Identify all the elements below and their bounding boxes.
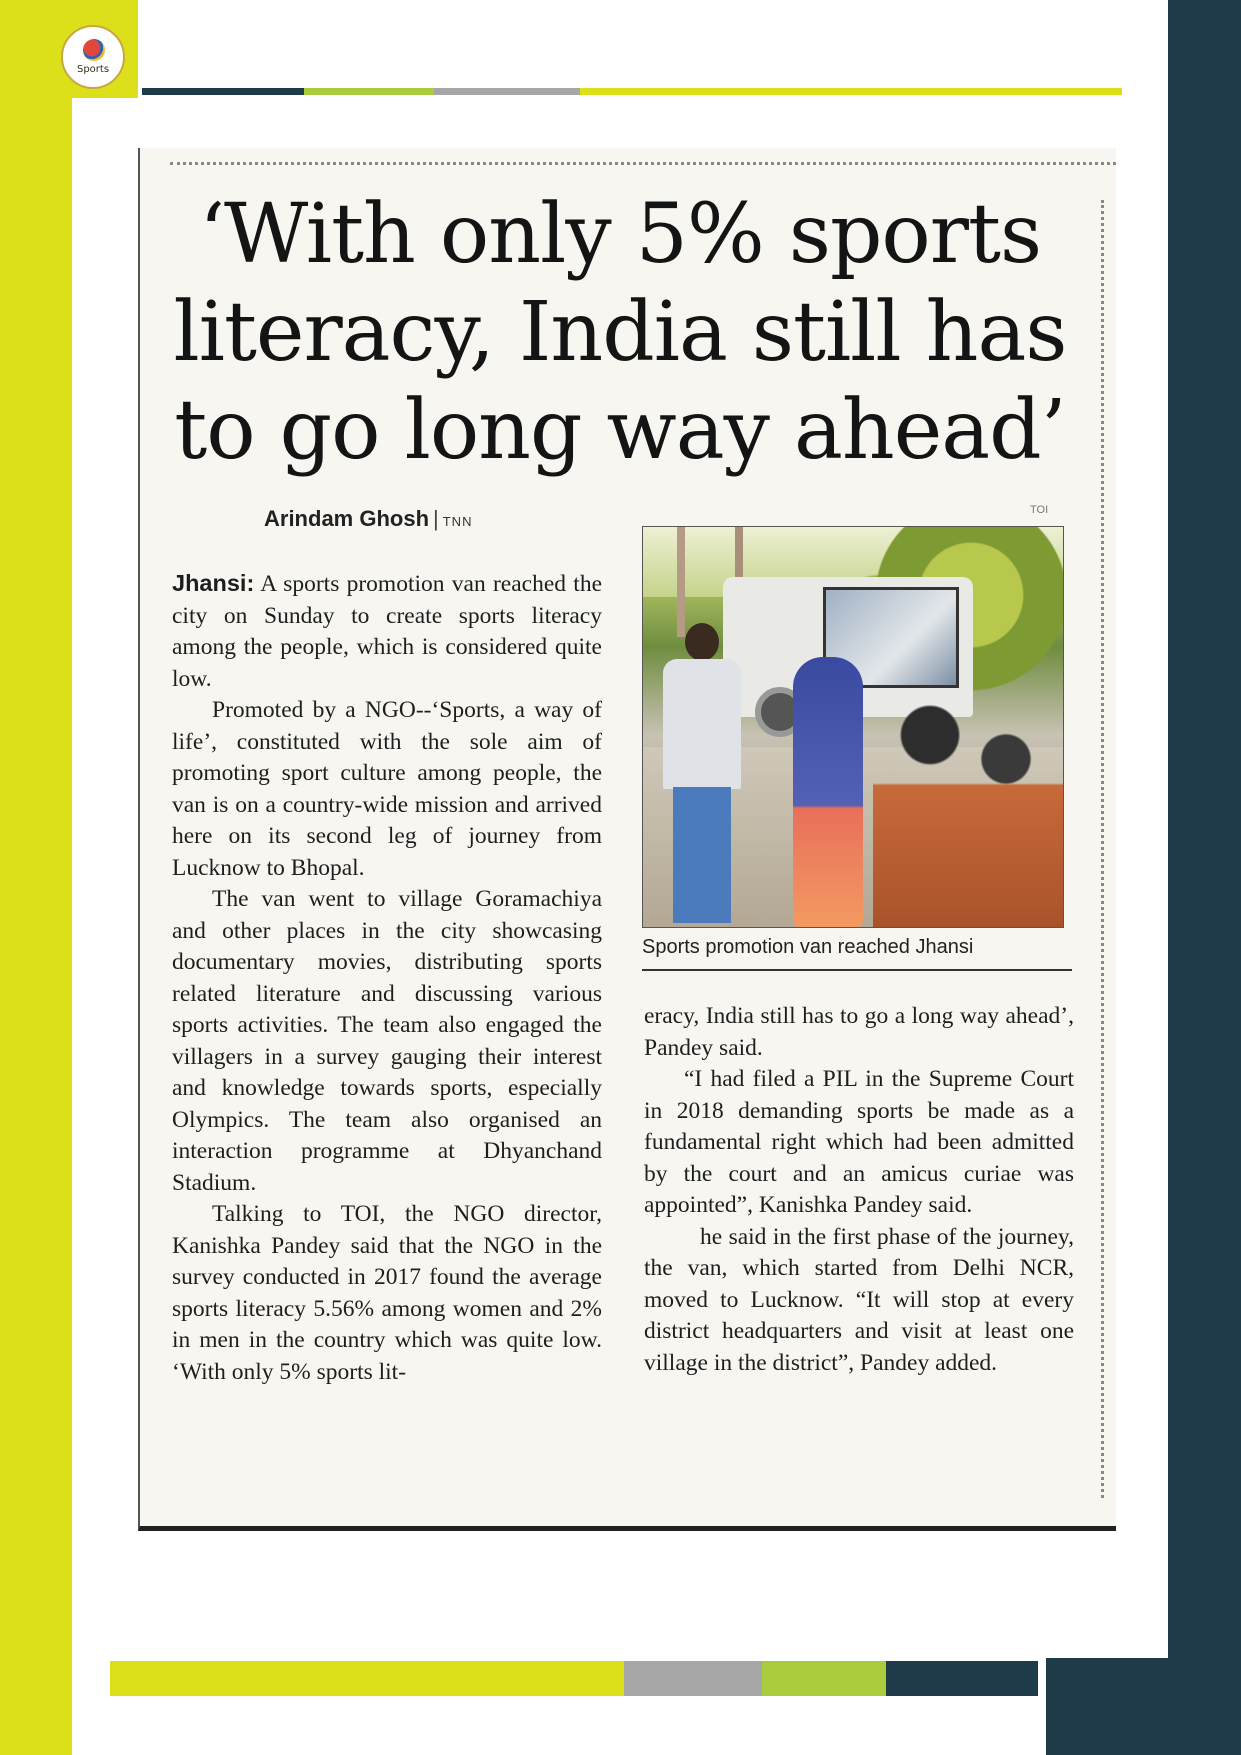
clipping-dotted-border-top — [170, 162, 1116, 165]
top-stripe-green — [304, 88, 434, 95]
article-photo — [642, 526, 1064, 928]
man-jeans — [673, 787, 731, 923]
dateline: Jhansi: — [172, 570, 255, 596]
article-paragraph: eracy, India still has to go a long way ahead’, Pandey said. — [644, 1003, 1074, 1061]
news-agency: TNN — [442, 514, 473, 529]
article-column-right — [644, 1001, 1074, 1379]
headline-line: to go long way ahead’ — [174, 383, 1066, 478]
article-paragraph — [172, 568, 602, 695]
clipping-dotted-border-right — [1101, 200, 1104, 1498]
bottom-stripe-lime — [110, 1661, 624, 1696]
article-column-left — [172, 568, 602, 1388]
standing-woman — [793, 657, 863, 927]
logo-text: Sports — [76, 64, 110, 75]
article-paragraph: “I had filed a PIL in the Supreme Court in 2018 demanding sports be made as a fundamental right which had been admitted by the court and an amicus curiae was appointed”, Kanishka Pandey said. — [644, 1066, 1074, 1218]
article-paragraph: he said in the first phase of the journey, the van, which started from Delhi NCR, moved to Lucknow. “It will stop at every district headquarters and visit at least one village in the district”, Pandey added. — [644, 1223, 1074, 1376]
right-footer-block — [1046, 1658, 1168, 1755]
byline — [264, 506, 472, 532]
article-paragraph: Promoted by a NGO--‘Sports, a way of life’, constituted with the sole aim of promoting sport culture among people, the van is on a country-wide mission and arrived here on its second leg of journey from Lucknow to Bhopal. — [172, 697, 602, 881]
newspaper-clipping — [138, 148, 1116, 1531]
sports-logo — [61, 25, 125, 89]
photo-credit: TOI — [1030, 504, 1049, 516]
headline-line: literacy, India still has — [173, 285, 1067, 380]
paragraph-text: A sports promotion van reached the city on Sunday to create sports literacy among the people, which is considered quite low. — [172, 571, 602, 692]
article-paragraph: The van went to village Goramachiya and other places in the city showcasing documentary movies, distributing sports related literature and discussing various sports activities. The team also engaged the villagers in a survey gauging their interest and knowledge towards sports, especially Olympics. The team also organised an interaction programme at Dhyanchand Stadium. — [172, 886, 602, 1196]
article-paragraph: Talking to TOI, the NGO director, Kanishka Pandey said that the NGO in the survey conducted in 2017 found the average sports literacy 5.56% among women and 2% in men in the country which was quite low. ‘With only 5% sports lit- — [172, 1201, 602, 1385]
author-name: Arindam Ghosh — [264, 506, 430, 531]
top-stripe-navy — [142, 88, 304, 95]
man-head — [685, 623, 719, 661]
photo-pole — [677, 527, 685, 637]
athlete-icon — [83, 39, 105, 61]
photo-caption: Sports promotion van reached Jhansi — [642, 936, 1072, 971]
bottom-stripe-grey — [624, 1661, 762, 1696]
left-color-band — [0, 0, 72, 1755]
bottom-stripe-navy — [886, 1661, 1038, 1696]
byline-separator: | — [433, 506, 439, 531]
top-stripe-lime — [580, 88, 1122, 95]
top-stripe-grey — [434, 88, 580, 95]
seated-audience — [873, 687, 1063, 927]
man-shirt — [663, 659, 741, 789]
right-color-band — [1168, 0, 1241, 1755]
bottom-stripe-green — [762, 1661, 886, 1696]
article-headline — [170, 186, 1070, 480]
standing-man — [663, 623, 741, 923]
headline-line: ‘With only 5% sports — [198, 187, 1042, 282]
